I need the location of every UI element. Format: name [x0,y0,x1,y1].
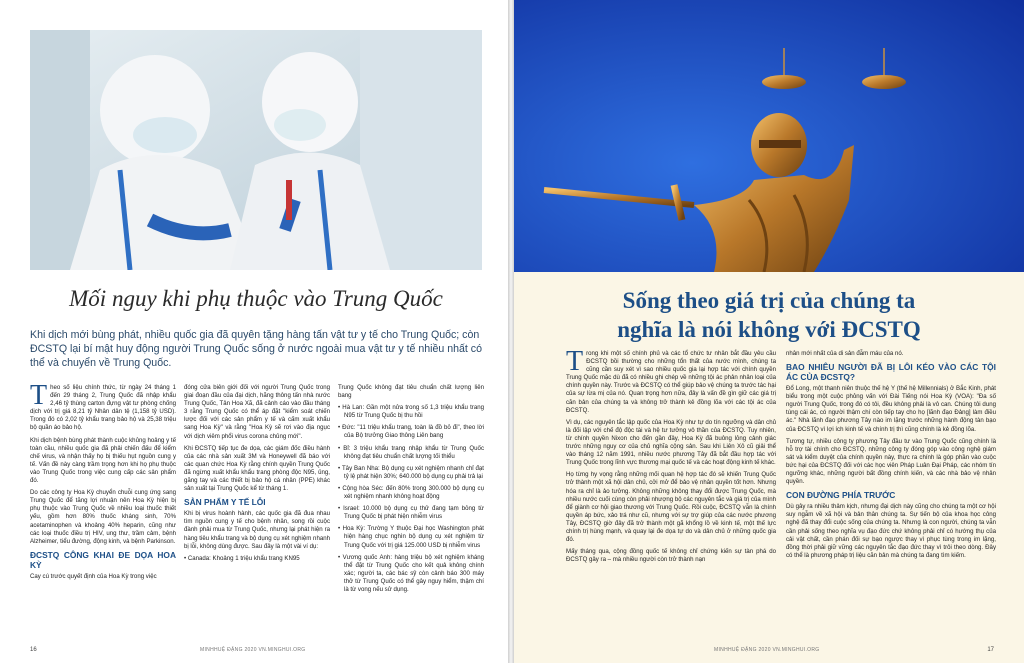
bullet-item: • Cộng hòa Séc: đến 80% trong 300.000 bộ dụng cụ xét nghiệm nhanh không hoạt động [338,484,484,501]
page-footer: MINHHUỆ ĐẶNG 2020 VN.MINGHUI.ORG [714,647,820,653]
lab-workers-image [30,30,482,270]
paragraph: Do các công ty Hoa Kỳ chuyển chuỗi cung ứng sang Trung Quốc để tăng lợi nhuận nên Hoa Kỳ hiện bị phụ thuộc vào Trung Quốc về nhiều loại thuốc thiết yếu, gồm hơn 80% thuốc kháng sinh, 70% acetaminophen và khoảng 40% heparin, cũng như các loại thuốc điều trị HIV, ung thư, trầm cảm, bệnh Alzheimer, tiểu đường, động kinh, và bệnh Parkinson. [30,489,176,545]
left-column-2 [184,384,330,567]
paragraph: Dù gây ra nhiều thảm kịch, nhưng đại dịch này cũng cho chúng ta một cơ hội suy ngẫm về xã hội và bản thân chúng ta. Sự tiến bộ của khoa học công nghệ đã thay đổi cuộc sống của chúng ta. Nhưng là con người, chúng ta vẫn cần phải sống theo nghĩa vụ đạo đức chứ không phải chỉ có hướng thụ của cải vật chất, cần phán đối sự bạo ngược thay vì phục tùng trong im lặng, đồng thời phải giữ vững các nguyên tắc đạo đức thay vì trôi theo dòng. Đây có thể là phương pháp trị liệu căn bản mà chúng ta đang tìm kiếm. [786,503,996,559]
bullet-item: • Tây Ban Nha: Bộ dụng cụ xét nghiệm nhanh chỉ đạt tỷ lệ phát hiện 30%; 640.000 bộ dụng cụ phải trả lại [338,464,484,480]
paragraph: đóng cửa biên giới đối với người Trung Quốc trong giai đoạn đầu của đại dịch, hãng thông tấn nhà nước Trung Quốc, Tân Hoa Xã, đã cảnh cáo vào đầu tháng 3 rằng Trung Quốc có thể áp đặt "kiểm soát chiến lược đối với các sản phẩm y tế và cấm xuất khẩu sang Hoa Kỳ" và rằng "Hoa Kỳ sẽ rơi vào địa ngục với dịch viêm phổi virus corona chủng mới". [184,384,330,440]
bullet-item: • Canada: Khoảng 1 triệu khẩu trang KN95 [184,554,300,562]
paragraph: Tương tự, nhiều công ty phương Tây đầu tư vào Trung Quốc cũng chính là hỗ trợ tài chính cho ĐCSTQ, những công ty đóng góp vào công nghệ giám sát và kiểm duyệt của chính quyền này, thực ra chính là góp phần vào cuộc bức hại của ĐCSTQ đối với các học viên Pháp Luân Đại Pháp, các nhóm tín ngưỡng khác, những người bất đồng chính kiến, và các nhà bảo vệ nhân quyền. [786,437,996,486]
bullet-item: • Đức: "11 triệu khẩu trang, toàn là đồ bỏ đi", theo lời của Bộ trưởng Giao thông Liên bang [338,424,484,440]
right-page [514,0,1024,663]
page-footer: MINHHUỆ ĐẶNG 2020 VN.MINGHUI.ORG [200,647,306,653]
article-lead: Khi dịch mới bùng phát, nhiều quốc gia đã quyên tặng hàng tấn vật tư y tế cho Trung Quốc; còn ĐCSTQ lại bí mật huy động người Trung Quốc sống ở nước ngoài mua vật tư y tế nhiều nhất có thể và chuyển về Trung Quốc. [30,329,482,369]
page-number: 16 [30,647,37,653]
paragraph: Trung Quốc không đạt tiêu chuẩn chất lượng liên bang [338,384,484,400]
bullet-item: • Hoa Kỳ: Trường Y thuộc Đại học Washington phát hiện hàng chục nghìn bộ dụng cụ xét nghiệm từ Trung Quốc với trị giá 125.000 USD bị nhiễm virus [338,525,484,549]
paragraph: Trong khi một số chính phủ và các tổ chức tư nhân bắt đầu yêu cầu ĐCSTQ bồi thường cho những tổn thất của nước mình, chúng ta cũng cần suy xét vì sao nhiều quốc gia lại hợp tác với chính quyền Trung Quốc mặc dù đã có nhiều ghi chép về những tội ác phản nhân loại của chính quyền này. Trước và ĐCSTQ có thể giúp bảo vệ chúng ta trước tác hại của sự lừa mị của nó. Quan trọng hơn nữa, đây là vấn đề gìn giữ các giá trị căn bản của chúng ta và không trở thành kẻ đồng lõa với các tội ác của ĐCSTQ. [566,346,776,414]
title-line-2: nghĩa là nói không với ĐCSTQ [617,317,921,342]
lady-justice-photo [514,0,1024,272]
paragraph: Khi dịch bệnh bùng phát thành cuộc khủng hoảng y tế toàn cầu, nhiều quốc gia đã phải chiến đấu để kiểm chế virus, và nhận thấy họ bị thiếu hụt nguồn cung y tế. Vấn đề này càng trầm trọng hơn khi họ phụ thuộc vào Trung Quốc trong việc cung cấp các sản phẩm đó. [30,436,176,485]
paragraph: Vì dụ, các nguyên tắc lập quốc của Hoa Kỳ như tự do tín ngưỡng và dân chủ là đối lập với chế độ độc tài và hệ tư tưởng vô thần của ĐCSTQ. Tuy nhiên, từ chính quyền Nixon cho đến gần đây, Hoa Kỳ đã buông lỏng cảnh giác trước những nguy cơ của chủ nghĩa cộng sản. Sau khi Liên Xô cũ giải thể vào tháng 12 năm 1991, nhiều nước phương Tây đã bắt đầu hợp tác với Trung Quốc trong lĩnh vực thương mại quốc tế và các hoạt động kinh tế khác. [566,418,776,467]
bullet-item: • Hà Lan: Gần một nửa trong số 1,3 triệu khẩu trang N95 từ Trung Quốc bị thu hồi [338,404,484,420]
paragraph: Đổ Long, một thanh niên thuộc thế hệ Y (thế hệ Millennials) ở Bắc Kinh, phát biểu trong một cuộc phỏng vấn với Đài Tiếng nói Hoa Kỳ (VOA): "Đa số người Trung Quốc, trong đó có tôi, đều không phải là vô can. Chúng tôi dung túng cái ác, có người thậm chí còn tiếp tay cho họ [lãnh đạo Đảng] làm điều ác." Nhà lãnh đạo phương Tây nào im lặng trước những hành động tàn bạo của ĐCSTQ vì lợi ích kinh tế và chính trị thì cũng chính là kẻ đồng lõa. [786,385,996,433]
left-page [0,0,508,663]
paragraph: Theo số liệu chính thức, từ ngày 24 tháng 1 đến 29 tháng 2, Trung Quốc đã nhập khẩu 2,46 tỷ thùng carton đựng vật tư phòng chống dịch với trị giá 8,21 tỷ Nhân dân tệ (1,158 tỷ USD). Trong đó có 2,02 tỷ khẩu trang bảo hộ và 25,38 triệu bộ quần áo bảo hộ. [30,380,176,432]
title-line-1: Sống theo giá trị của chúng ta [622,288,916,313]
left-column-3 [338,384,484,598]
paragraph: Họ từng hy vọng rằng những mối quan hệ hợp tác đó sẽ khiến Trung Quốc trở thành một xã hội dân chủ, cởi mở để bảo vệ nhân quyền tốt hơn. Nhưng hóa ra chỉ là ảo tưởng. Không những không thay đổi được Trung Quốc, mà nhiều nước cuối cùng còn phải nhượng bộ các nguyên tắc và giá trị của mình để giành cơ hội giao thương với Trung Quốc. Rồi cuộc, ĐCSTQ vẫn là chính quyền áp bức, xảo trá như cũ, nhưng với sự trợ giúp của các nước phương Tây, ĐCSTQ giờ đây đã trở thành một gã khổng lồ về kinh tế, một thế lực chính trị hùng mạnh, và quay lại đe dọa tự do và dân chủ ở những quốc gia đó. [566,471,776,544]
right-column-1 [566,346,776,568]
paragraph: Khi ĐCSTQ tiếp tục đe dọa, các giám đốc điều hành của các nhà sản xuất 3M và Honeywell đã báo với các quan chức Hoa Kỳ rằng chính quyền Trung Quốc đã ngừng xuất khẩu khẩu trang phòng độc N95, ủng, găng tay và các thiết bị bảo hộ cá nhân (PPE) khác sản xuất tại Trung Quốc kể từ tháng 1. [184,444,330,493]
bullet-item: • Israel: 10.000 bộ dụng cụ thử đang tạm bỏng từ Trung Quốc bị phát hiện nhiễm virus [338,505,484,521]
paragraph: Khi bị virus hoành hành, các quốc gia đã đua nhau tìm nguồn cung y tế cho bệnh nhân, song rồi cuộc đành phải mua từ Trung Quốc, nhưng lại phát hiện ra hàng tiêu khẩu trang và bộ dụng cụ xét nghiệm nhanh bị lỗi, không dùng được. Sau đây là một vài ví dụ: [184,510,330,550]
paragraph: Cay cú trước quyết định của Hoa Kỳ trong việc [30,572,157,580]
section-heading: SẢN PHẨM Y TẾ LỖI [184,497,266,508]
right-column-2 [786,350,996,564]
left-column-1 [30,380,176,585]
article-title: Mối nguy khi phụ thuộc vào Trung Quốc [69,286,443,311]
paragraph: Mấy tháng qua, cộng đồng quốc tế không chỉ chứng kiến sự tàn phá do ĐCSTQ gây ra – mà nhiều người còn trở thành nạn [566,548,776,564]
section-heading: BAO NHIÊU NGƯỜI ĐÃ BỊ LÔI KÉO VÀO CÁC TỘI ÁC CỦA ĐCSTQ? [786,362,996,383]
page-number: 17 [987,647,994,653]
drop-cap: T [566,346,584,377]
bullet-item: • Vương quốc Anh: hàng triệu bộ xét nghiệm kháng thể đặt từ Trung Quốc cho kết quả không chính xác; người ta, các bác sỹ còn cảnh báo 300 máy thở từ Trung Quốc có thể gây nguy hiểm, thậm chí là từ vong nếu sử dụng. [338,553,484,593]
lab-workers-photo [30,30,482,270]
drop-cap: T [30,380,48,411]
bullet-item: • Bỉ: 3 triệu khẩu trang nhập khẩu từ Trung Quốc không đạt tiêu chuẩn chất lượng tối thiểu [338,444,484,460]
section-heading: ĐCSTQ CÔNG KHAI ĐE DỌA HOA KỲ [30,549,176,570]
article-title [544,286,994,344]
lady-justice-image [514,0,1024,272]
section-heading: CON ĐƯỜNG PHÍA TRƯỚC [786,490,896,501]
paragraph: nhân mới nhất của di sản đẫm máu của nó. [786,350,904,357]
